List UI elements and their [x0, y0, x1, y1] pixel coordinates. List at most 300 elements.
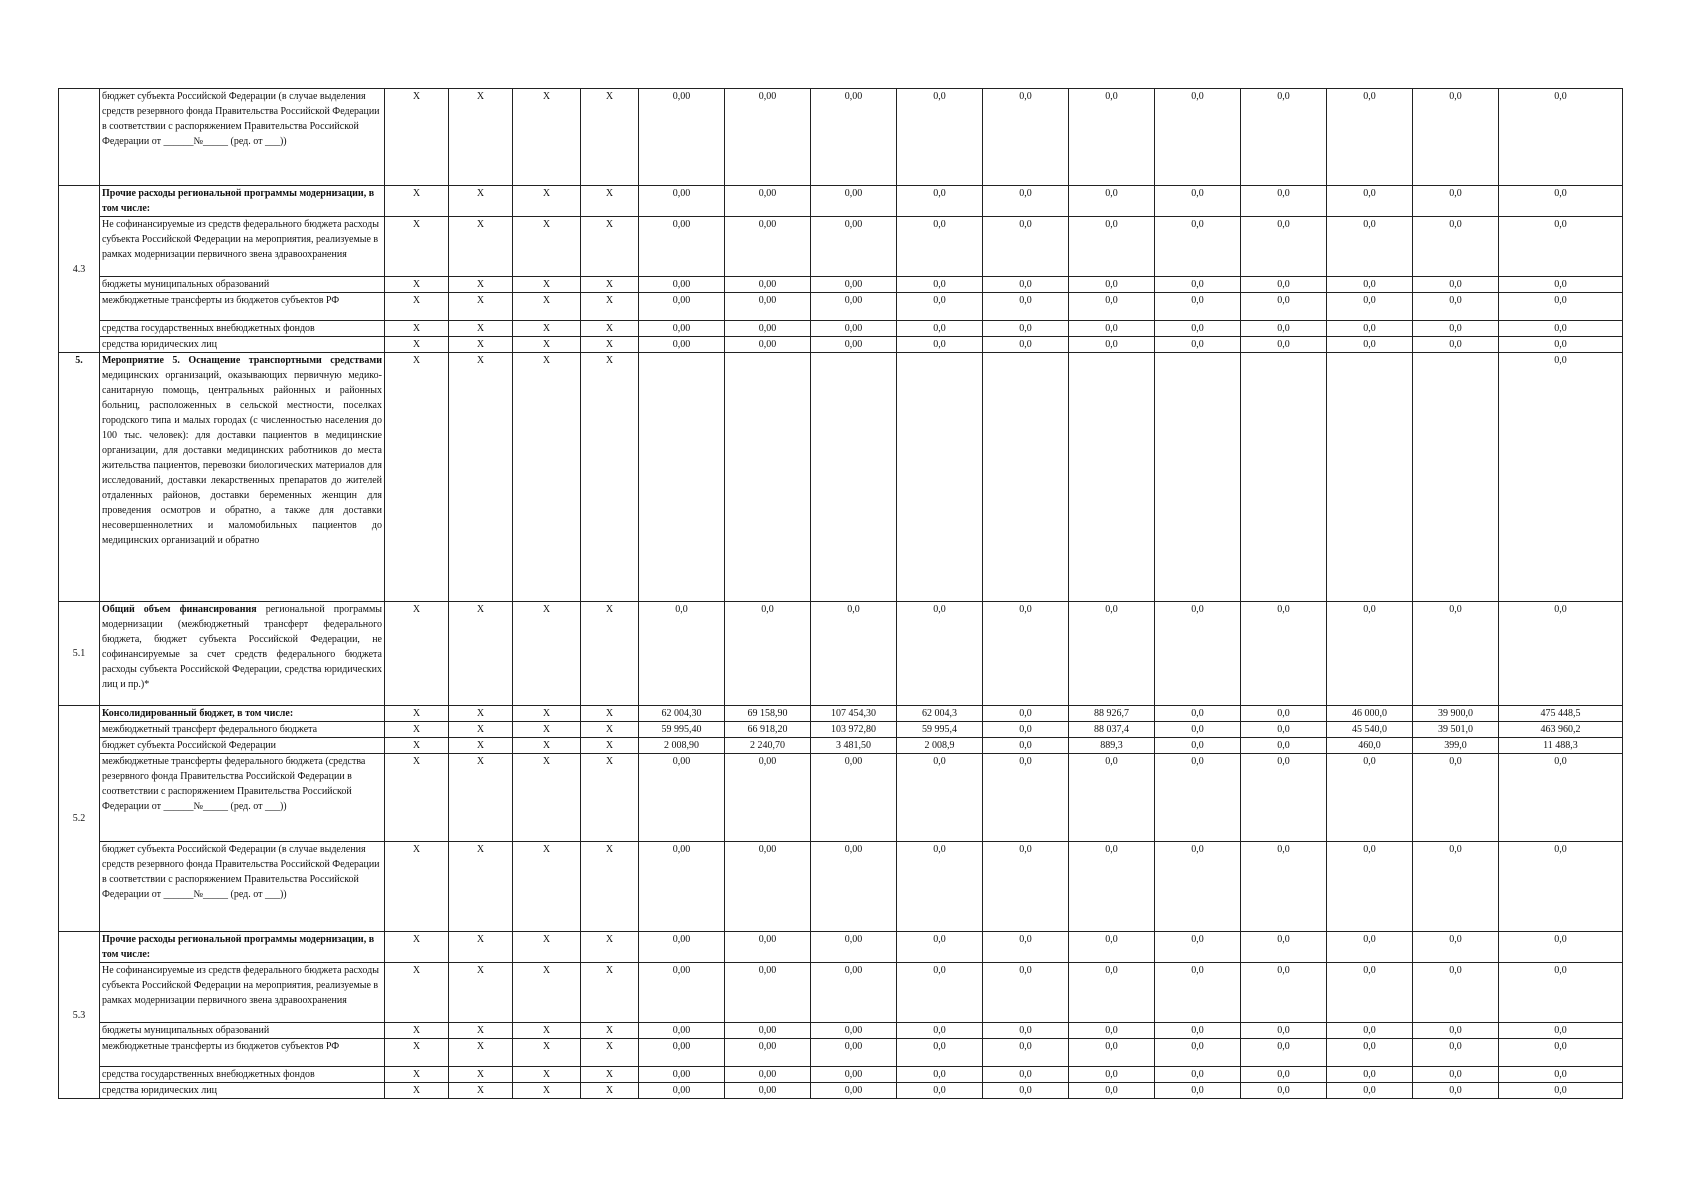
value-cell: 0,0: [1499, 963, 1623, 1023]
value-cell: 0,0: [1069, 963, 1155, 1023]
value-cell: 0,0: [983, 1039, 1069, 1067]
value-cell: 0,0: [897, 337, 983, 353]
value-cell: 0,0: [1413, 217, 1499, 277]
value-cell: 0,0: [1241, 1023, 1327, 1039]
value-cell: 0,0: [1069, 277, 1155, 293]
table-row: [59, 1023, 1623, 1039]
row-description: бюджет субъекта Российской Федерации (в случае выделения средств резервного фонда Правительства Российской Федерации в соответствии с распоряжением Правительства Российской Федерации от ______№_____ (ред. от ___)): [100, 842, 385, 932]
value-cell: 0,0: [897, 1039, 983, 1067]
value-cell: 0,0: [1241, 217, 1327, 277]
value-cell: X: [581, 353, 639, 602]
value-cell: 0,0: [1241, 1083, 1327, 1099]
value-cell: X: [581, 1067, 639, 1083]
value-cell: X: [581, 1023, 639, 1039]
value-cell: 0,0: [1069, 932, 1155, 963]
value-cell: 0,00: [725, 1023, 811, 1039]
table-row: [59, 1039, 1623, 1067]
table-row: [59, 602, 1623, 706]
value-cell: X: [513, 1067, 581, 1083]
value-cell: 0,0: [1155, 186, 1241, 217]
value-cell: 0,0: [1069, 1039, 1155, 1067]
value-cell: 0,0: [1241, 602, 1327, 706]
value-cell: 0,00: [811, 1083, 897, 1099]
value-cell: 0,00: [725, 277, 811, 293]
value-cell: X: [513, 722, 581, 738]
value-cell: X: [385, 353, 449, 602]
value-cell: X: [449, 1067, 513, 1083]
table-row: [59, 738, 1623, 754]
value-cell: X: [385, 722, 449, 738]
value-cell: 0,00: [639, 321, 725, 337]
value-cell: 0,0: [1241, 842, 1327, 932]
value-cell: 0,0: [983, 293, 1069, 321]
value-cell: 0,0: [1241, 963, 1327, 1023]
row-description: [100, 602, 385, 706]
value-cell: 0,00: [639, 293, 725, 321]
value-cell: 0,0: [983, 963, 1069, 1023]
value-cell: 399,0: [1413, 738, 1499, 754]
value-cell: X: [581, 602, 639, 706]
table-row: [59, 842, 1623, 932]
value-cell: 0,00: [725, 963, 811, 1023]
value-cell: 0,0: [897, 186, 983, 217]
value-cell: 0,0: [983, 754, 1069, 842]
value-cell: 0,0: [983, 1067, 1069, 1083]
value-cell: X: [449, 706, 513, 722]
value-cell: 0,0: [1241, 293, 1327, 321]
value-cell: 0,0: [1155, 842, 1241, 932]
value-cell: 0,0: [1499, 1083, 1623, 1099]
value-cell: 0,0: [1413, 1083, 1499, 1099]
value-cell: X: [449, 89, 513, 186]
value-cell: 88 037,4: [1069, 722, 1155, 738]
value-cell: X: [449, 1083, 513, 1099]
value-cell: X: [385, 1039, 449, 1067]
row-description-text: медицинских организаций, оказывающих первичную медико-санитарную помощь, центральных районных и районных больниц, расположенных в сельской местности, поселках городского типа и малых городах (с численностью населения до 100 тыс. человек): для доставки пациентов в медицинские организации, для доставки медицинских работников до места жительства пациентов, перевозки биологических материалов для исследований, доставки лекарственных препаратов до жителей отдаленных районов, доставки беременных женщин для проведения осмотров и обратно, а также для доставки несовершеннолетних и маломобильных пациентов до медицинских организаций и обратно: [102, 370, 382, 546]
value-cell: 0,0: [983, 706, 1069, 722]
value-cell: 0,00: [811, 932, 897, 963]
value-cell: 0,0: [1069, 754, 1155, 842]
value-cell: 0,0: [897, 321, 983, 337]
row-description: межбюджетные трансферты федерального бюджета (средства резервного фонда Правительства Российской Федерации в соответствии с распоряжением Правительства Российской Федерации от ______№_____ (ред. от ___)): [100, 754, 385, 842]
value-cell: 0,0: [983, 722, 1069, 738]
value-cell: [897, 353, 983, 602]
value-cell: X: [513, 738, 581, 754]
value-cell: 0,0: [1155, 963, 1241, 1023]
value-cell: 0,0: [1413, 602, 1499, 706]
value-cell: 0,00: [811, 186, 897, 217]
value-cell: X: [385, 1023, 449, 1039]
value-cell: [1069, 353, 1155, 602]
value-cell: X: [385, 932, 449, 963]
row-description: [100, 353, 385, 602]
value-cell: 0,0: [1413, 1067, 1499, 1083]
row-description: Прочие расходы региональной программы модернизации, в том числе:: [100, 186, 385, 217]
value-cell: 0,0: [983, 217, 1069, 277]
value-cell: 0,0: [1069, 217, 1155, 277]
value-cell: 0,0: [1241, 738, 1327, 754]
value-cell: 0,0: [1155, 738, 1241, 754]
table-row: [59, 1083, 1623, 1099]
value-cell: 0,0: [1499, 1039, 1623, 1067]
value-cell: 0,0: [1499, 293, 1623, 321]
value-cell: X: [385, 217, 449, 277]
value-cell: [1327, 353, 1413, 602]
table-row: [59, 293, 1623, 321]
value-cell: 46 000,0: [1327, 706, 1413, 722]
row-description: Не софинансируемые из средств федерального бюджета расходы субъекта Российской Федерации на мероприятия, реализуемые в рамках модернизации первичного звена здравоохранения: [100, 217, 385, 277]
value-cell: X: [513, 1023, 581, 1039]
value-cell: X: [449, 932, 513, 963]
value-cell: X: [581, 754, 639, 842]
value-cell: X: [513, 277, 581, 293]
value-cell: 88 926,7: [1069, 706, 1155, 722]
value-cell: 0,00: [811, 1067, 897, 1083]
value-cell: 0,0: [1413, 89, 1499, 186]
value-cell: 0,0: [1241, 1067, 1327, 1083]
value-cell: 62 004,3: [897, 706, 983, 722]
value-cell: X: [513, 89, 581, 186]
value-cell: 0,0: [1499, 321, 1623, 337]
value-cell: 0,0: [983, 321, 1069, 337]
value-cell: X: [385, 842, 449, 932]
table-row: [59, 754, 1623, 842]
value-cell: X: [581, 217, 639, 277]
row-description: средства государственных внебюджетных фондов: [100, 1067, 385, 1083]
value-cell: 0,00: [639, 1023, 725, 1039]
value-cell: 0,0: [1413, 337, 1499, 353]
value-cell: 0,0: [1413, 321, 1499, 337]
value-cell: 0,0: [1069, 337, 1155, 353]
value-cell: 475 448,5: [1499, 706, 1623, 722]
value-cell: 0,0: [1155, 722, 1241, 738]
value-cell: 0,0: [1069, 1067, 1155, 1083]
row-description: средства государственных внебюджетных фондов: [100, 321, 385, 337]
value-cell: 62 004,30: [639, 706, 725, 722]
value-cell: 0,0: [1327, 1067, 1413, 1083]
value-cell: 0,0: [1413, 754, 1499, 842]
value-cell: 0,0: [1499, 186, 1623, 217]
value-cell: 0,0: [983, 89, 1069, 186]
value-cell: 0,0: [1327, 1023, 1413, 1039]
value-cell: 0,0: [1241, 186, 1327, 217]
value-cell: 66 918,20: [725, 722, 811, 738]
value-cell: X: [513, 217, 581, 277]
value-cell: 0,0: [1413, 842, 1499, 932]
row-description: бюджет субъекта Российской Федерации (в случае выделения средств резервного фонда Правительства Российской Федерации в соответствии с распоряжением Правительства Российской Федерации от ______№_____ (ред. от ___)): [100, 89, 385, 186]
section-number-cell: 5.2: [59, 706, 100, 932]
value-cell: 39 900,0: [1413, 706, 1499, 722]
value-cell: 0,0: [1241, 722, 1327, 738]
value-cell: 0,0: [1155, 932, 1241, 963]
value-cell: 69 158,90: [725, 706, 811, 722]
value-cell: 0,0: [1327, 754, 1413, 842]
value-cell: 0,0: [1499, 1067, 1623, 1083]
value-cell: 0,0: [1155, 706, 1241, 722]
value-cell: 0,00: [639, 963, 725, 1023]
value-cell: X: [513, 337, 581, 353]
value-cell: X: [449, 337, 513, 353]
value-cell: X: [581, 932, 639, 963]
value-cell: X: [581, 186, 639, 217]
value-cell: 0,0: [897, 1023, 983, 1039]
value-cell: X: [449, 754, 513, 842]
value-cell: 0,0: [1241, 89, 1327, 186]
value-cell: 460,0: [1327, 738, 1413, 754]
value-cell: 0,00: [725, 186, 811, 217]
section-number-cell: [59, 89, 100, 186]
row-description: межбюджетный трансферт федерального бюджета: [100, 722, 385, 738]
value-cell: 0,0: [1155, 89, 1241, 186]
value-cell: 0,0: [1069, 1083, 1155, 1099]
table-row: [59, 89, 1623, 186]
row-description: Не софинансируемые из средств федерального бюджета расходы субъекта Российской Федерации на мероприятия, реализуемые в рамках модернизации первичного звена здравоохранения: [100, 963, 385, 1023]
value-cell: 0,0: [1069, 1023, 1155, 1039]
value-cell: 0,0: [811, 602, 897, 706]
value-cell: 0,0: [983, 337, 1069, 353]
value-cell: 0,0: [1413, 1023, 1499, 1039]
row-description: Прочие расходы региональной программы модернизации, в том числе:: [100, 932, 385, 963]
value-cell: X: [449, 722, 513, 738]
section-number-cell: 5.: [59, 353, 100, 602]
value-cell: 0,00: [639, 89, 725, 186]
value-cell: X: [385, 293, 449, 321]
value-cell: 0,00: [725, 293, 811, 321]
value-cell: 0,00: [725, 217, 811, 277]
value-cell: X: [449, 602, 513, 706]
row-description-bold: Мероприятие 5. Оснащение транспортными средствами: [102, 355, 382, 366]
value-cell: 0,00: [639, 1067, 725, 1083]
value-cell: 0,00: [811, 1023, 897, 1039]
value-cell: 0,00: [725, 754, 811, 842]
row-description: Консолидированный бюджет, в том числе:: [100, 706, 385, 722]
value-cell: X: [513, 1039, 581, 1067]
value-cell: 0,0: [1327, 1039, 1413, 1067]
value-cell: X: [449, 186, 513, 217]
value-cell: 0,0: [897, 293, 983, 321]
section-number-cell: 5.3: [59, 932, 100, 1099]
value-cell: X: [385, 321, 449, 337]
value-cell: 0,0: [1327, 963, 1413, 1023]
value-cell: [1155, 353, 1241, 602]
value-cell: X: [385, 963, 449, 1023]
value-cell: 0,0: [725, 602, 811, 706]
row-description: средства юридических лиц: [100, 337, 385, 353]
value-cell: X: [385, 1083, 449, 1099]
table-row: [59, 932, 1623, 963]
value-cell: 0,0: [983, 602, 1069, 706]
value-cell: 103 972,80: [811, 722, 897, 738]
value-cell: X: [581, 337, 639, 353]
value-cell: 0,0: [897, 932, 983, 963]
value-cell: 0,00: [725, 932, 811, 963]
value-cell: X: [513, 321, 581, 337]
value-cell: 0,0: [1155, 321, 1241, 337]
value-cell: X: [513, 932, 581, 963]
value-cell: 2 240,70: [725, 738, 811, 754]
value-cell: 0,0: [1069, 89, 1155, 186]
value-cell: 2 008,90: [639, 738, 725, 754]
value-cell: [1241, 353, 1327, 602]
value-cell: 0,00: [725, 1067, 811, 1083]
value-cell: X: [581, 89, 639, 186]
value-cell: 0,0: [897, 1083, 983, 1099]
value-cell: X: [581, 321, 639, 337]
value-cell: 107 454,30: [811, 706, 897, 722]
value-cell: 0,0: [1327, 1083, 1413, 1099]
value-cell: 0,0: [983, 932, 1069, 963]
table-row: [59, 1067, 1623, 1083]
value-cell: 59 995,4: [897, 722, 983, 738]
row-description: бюджеты муниципальных образований: [100, 277, 385, 293]
table-row: [59, 321, 1623, 337]
value-cell: X: [513, 754, 581, 842]
value-cell: 0,0: [1499, 217, 1623, 277]
value-cell: 0,0: [897, 217, 983, 277]
value-cell: 0,00: [811, 89, 897, 186]
row-description: бюджеты муниципальных образований: [100, 1023, 385, 1039]
value-cell: 0,0: [1327, 337, 1413, 353]
value-cell: X: [513, 353, 581, 602]
value-cell: 0,0: [1499, 754, 1623, 842]
value-cell: 0,0: [1155, 1039, 1241, 1067]
value-cell: 0,0: [983, 1023, 1069, 1039]
value-cell: 0,0: [1241, 337, 1327, 353]
value-cell: 0,00: [811, 277, 897, 293]
value-cell: X: [385, 706, 449, 722]
value-cell: 0,0: [1241, 754, 1327, 842]
value-cell: X: [513, 1083, 581, 1099]
value-cell: 0,00: [811, 217, 897, 277]
value-cell: X: [581, 738, 639, 754]
value-cell: [811, 353, 897, 602]
value-cell: 0,0: [983, 738, 1069, 754]
row-description: межбюджетные трансферты из бюджетов субъектов РФ: [100, 1039, 385, 1067]
value-cell: 0,0: [1413, 186, 1499, 217]
value-cell: 0,00: [811, 842, 897, 932]
value-cell: 0,0: [1241, 1039, 1327, 1067]
value-cell: 0,0: [1069, 842, 1155, 932]
row-description-bold: Общий объем финансирования: [102, 604, 257, 615]
table-row: [59, 353, 1623, 602]
value-cell: X: [513, 186, 581, 217]
value-cell: X: [385, 337, 449, 353]
value-cell: 463 960,2: [1499, 722, 1623, 738]
value-cell: 0,0: [639, 602, 725, 706]
value-cell: 0,0: [1499, 842, 1623, 932]
value-cell: 0,0: [1327, 932, 1413, 963]
value-cell: X: [449, 963, 513, 1023]
value-cell: [639, 353, 725, 602]
value-cell: 889,3: [1069, 738, 1155, 754]
value-cell: 0,0: [1413, 277, 1499, 293]
value-cell: 0,0: [1069, 186, 1155, 217]
value-cell: 0,0: [1155, 293, 1241, 321]
value-cell: 0,00: [639, 754, 725, 842]
value-cell: X: [449, 842, 513, 932]
value-cell: 0,0: [1499, 353, 1623, 602]
value-cell: 0,0: [1499, 1023, 1623, 1039]
value-cell: 0,00: [811, 963, 897, 1023]
value-cell: 0,0: [1413, 963, 1499, 1023]
section-number-cell: 5.1: [59, 602, 100, 706]
row-description-text: региональной программы модернизации (межбюджетный трансферт федерального бюджета, бюджет субъекта Российской Федерации, не софинансируемые за счет средств федерального бюджета расходы субъекта Российской Федерации, средства юридических лиц и пр.)*: [102, 604, 382, 690]
value-cell: 0,0: [1327, 602, 1413, 706]
value-cell: X: [449, 353, 513, 602]
value-cell: X: [385, 89, 449, 186]
value-cell: 0,0: [897, 963, 983, 1023]
value-cell: 0,0: [1069, 293, 1155, 321]
value-cell: 0,0: [1327, 186, 1413, 217]
table-row: [59, 706, 1623, 722]
value-cell: X: [513, 842, 581, 932]
value-cell: 0,00: [725, 321, 811, 337]
value-cell: 0,00: [811, 1039, 897, 1067]
row-description: средства юридических лиц: [100, 1083, 385, 1099]
value-cell: 0,00: [725, 1039, 811, 1067]
value-cell: 0,0: [897, 1067, 983, 1083]
value-cell: 0,00: [725, 1083, 811, 1099]
value-cell: 0,00: [811, 321, 897, 337]
value-cell: X: [513, 706, 581, 722]
value-cell: 0,0: [1155, 1083, 1241, 1099]
value-cell: [983, 353, 1069, 602]
value-cell: 0,00: [639, 1083, 725, 1099]
value-cell: 0,00: [725, 842, 811, 932]
value-cell: X: [581, 963, 639, 1023]
value-cell: 0,00: [639, 932, 725, 963]
value-cell: X: [581, 293, 639, 321]
value-cell: [725, 353, 811, 602]
value-cell: 0,0: [897, 89, 983, 186]
value-cell: X: [449, 1023, 513, 1039]
value-cell: X: [513, 963, 581, 1023]
row-description: межбюджетные трансферты из бюджетов субъектов РФ: [100, 293, 385, 321]
value-cell: 0,0: [983, 1083, 1069, 1099]
value-cell: 2 008,9: [897, 738, 983, 754]
value-cell: 0,0: [1241, 932, 1327, 963]
value-cell: 0,0: [1327, 321, 1413, 337]
value-cell: 0,0: [1499, 602, 1623, 706]
value-cell: 0,0: [897, 277, 983, 293]
value-cell: 0,00: [639, 186, 725, 217]
value-cell: 59 995,40: [639, 722, 725, 738]
table-row: [59, 217, 1623, 277]
value-cell: 0,0: [1413, 293, 1499, 321]
value-cell: 0,0: [1241, 321, 1327, 337]
table-row: [59, 963, 1623, 1023]
value-cell: 0,0: [1499, 337, 1623, 353]
value-cell: 0,00: [639, 337, 725, 353]
value-cell: X: [449, 293, 513, 321]
value-cell: 0,0: [1155, 1023, 1241, 1039]
table-row: [59, 722, 1623, 738]
value-cell: 0,00: [811, 337, 897, 353]
value-cell: 0,0: [983, 186, 1069, 217]
value-cell: X: [385, 186, 449, 217]
value-cell: X: [385, 754, 449, 842]
value-cell: 0,0: [1155, 337, 1241, 353]
value-cell: 0,00: [639, 217, 725, 277]
value-cell: 0,0: [1499, 277, 1623, 293]
value-cell: X: [449, 1039, 513, 1067]
value-cell: 0,00: [639, 1039, 725, 1067]
value-cell: 0,00: [811, 754, 897, 842]
value-cell: 0,00: [725, 337, 811, 353]
value-cell: 0,00: [811, 293, 897, 321]
value-cell: X: [385, 602, 449, 706]
value-cell: 3 481,50: [811, 738, 897, 754]
